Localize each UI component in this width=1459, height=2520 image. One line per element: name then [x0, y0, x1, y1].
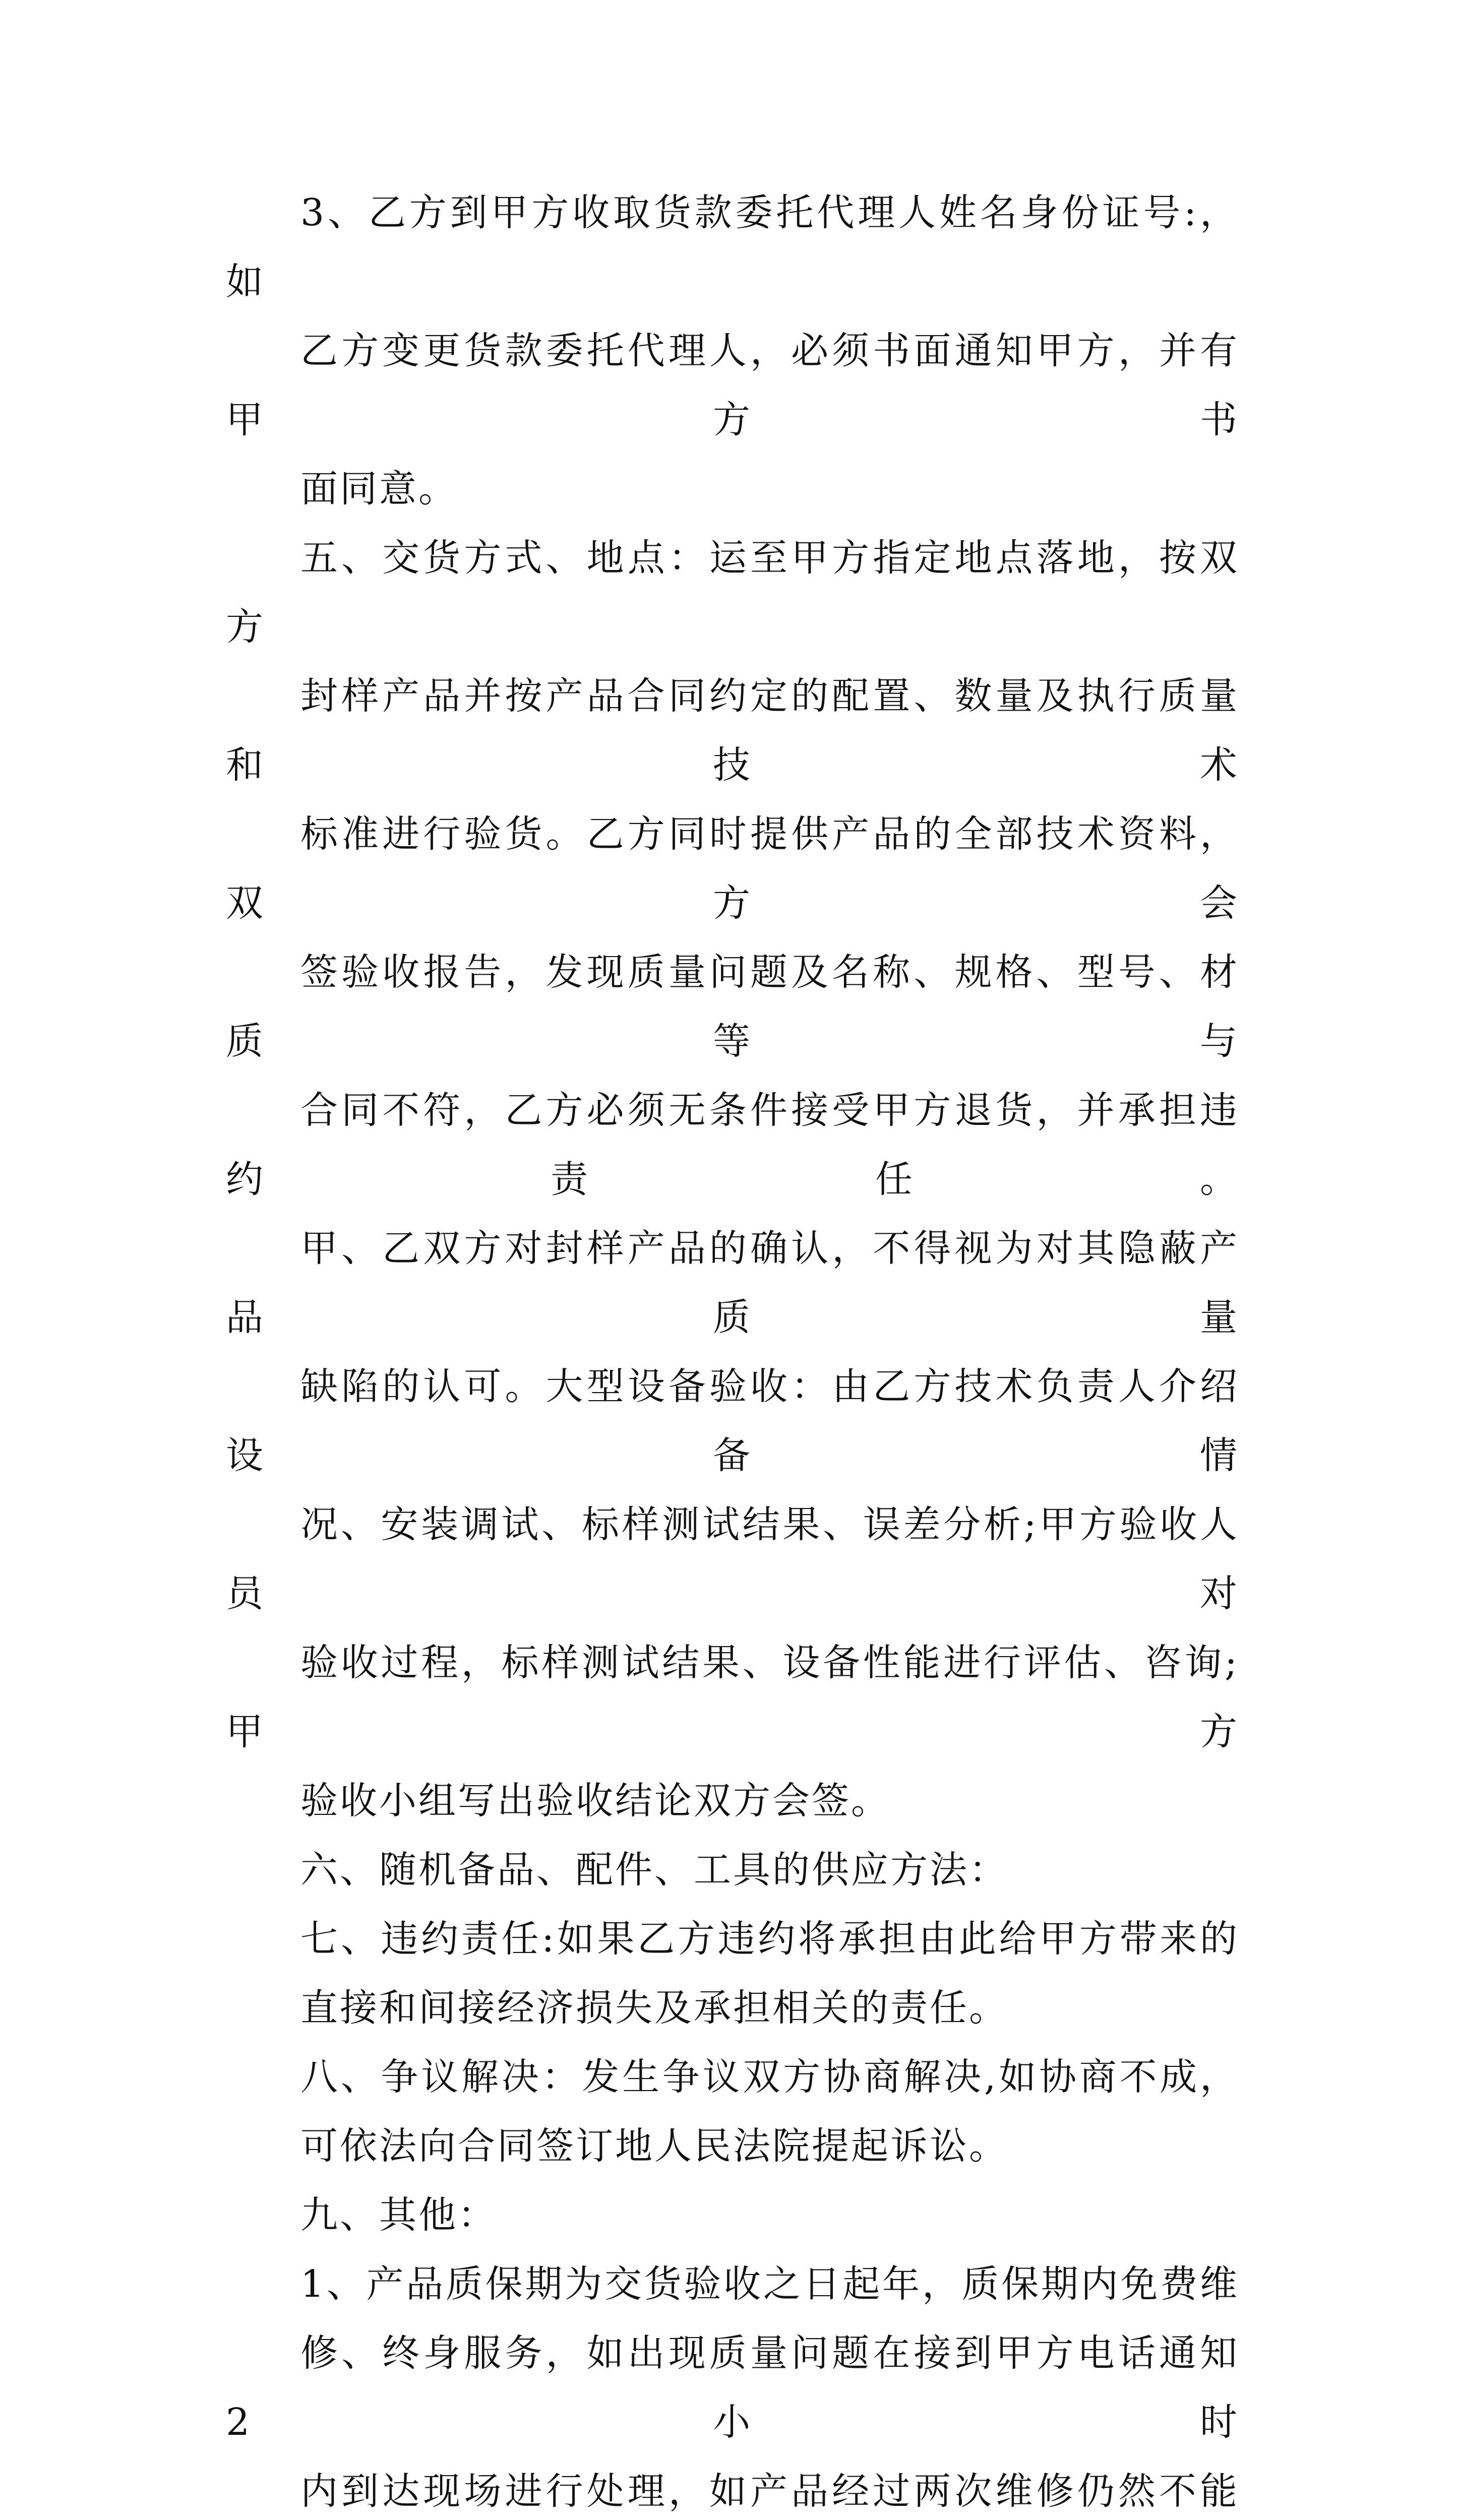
paragraph-other: [226, 2181, 1239, 2250]
text-line: 乙方变更货款委托代理人，必须书面通知甲方，并有甲方书: [226, 329, 1239, 442]
paragraph-delivery-method: [226, 524, 1239, 1836]
paragraph-spare-parts: [226, 1836, 1239, 1905]
text-line: 验收过程，标样测试结果、设备性能进行评估、咨询;甲方: [226, 1641, 1239, 1753]
text-line: 面同意。: [300, 467, 458, 511]
paragraph-breach-liability: [226, 1905, 1239, 2043]
paragraph-warranty: [226, 2250, 1239, 2520]
text-line: 验收小组写出验收结论双方会签。: [300, 1779, 890, 1822]
text-line: 内到达现场进行处理，如产品经过两次维修仍然不能: [300, 2470, 1239, 2513]
text-line: 六、随机备品、配件、工具的供应方法：: [300, 1848, 1008, 1892]
document-page: [226, 178, 1239, 2520]
text-line: 3、乙方到甲方收取货款委托代理人姓名身份证号:，如: [226, 191, 1239, 303]
text-line: 修、终身服务，如出现质量问题在接到甲方电话通知 2 小时: [226, 2332, 1239, 2444]
text-line: 直接和间接经济损失及承担相关的责任。: [300, 1986, 1008, 2030]
text-line: 合同不符，乙方必须无条件接受甲方退货，并承担违约责任。: [226, 1089, 1239, 1201]
text-line: 封样产品并按产品合同约定的配置、数量及执行质量和技术: [226, 674, 1239, 787]
text-line: 标准进行验货。乙方同时提供产品的全部技术资料，双方会: [226, 812, 1239, 925]
text-line: 况、安装调试、标样测试结果、误差分析;甲方验收人员对: [226, 1503, 1239, 1615]
text-line: 甲、乙双方对封样产品的确认，不得视为对其隐蔽产品质量: [226, 1227, 1239, 1339]
paragraph-dispute-resolution: [226, 2043, 1239, 2181]
text-line: 签验收报告，发现质量问题及名称、规格、型号、材质等与: [226, 951, 1239, 1063]
text-line: 九、其他：: [300, 2193, 497, 2237]
text-line: 五、交货方式、地点：运至甲方指定地点落地，按双方: [226, 536, 1239, 649]
paragraph-payment-agent: [226, 178, 1239, 524]
text-line: 八、争议解决：发生争议双方协商解决,如协商不成，: [300, 2055, 1239, 2099]
text-line: 七、违约责任:如果乙方违约将承担由此给甲方带来的: [300, 1917, 1239, 1961]
text-line: 1、产品质保期为交货验收之日起年，质保期内免费维: [300, 2262, 1239, 2306]
text-line: 可依法向合同签订地人民法院提起诉讼。: [300, 2124, 1008, 2168]
text-line: 缺陷的认可。大型设备验收：由乙方技术负责人介绍设备情: [226, 1365, 1239, 1477]
